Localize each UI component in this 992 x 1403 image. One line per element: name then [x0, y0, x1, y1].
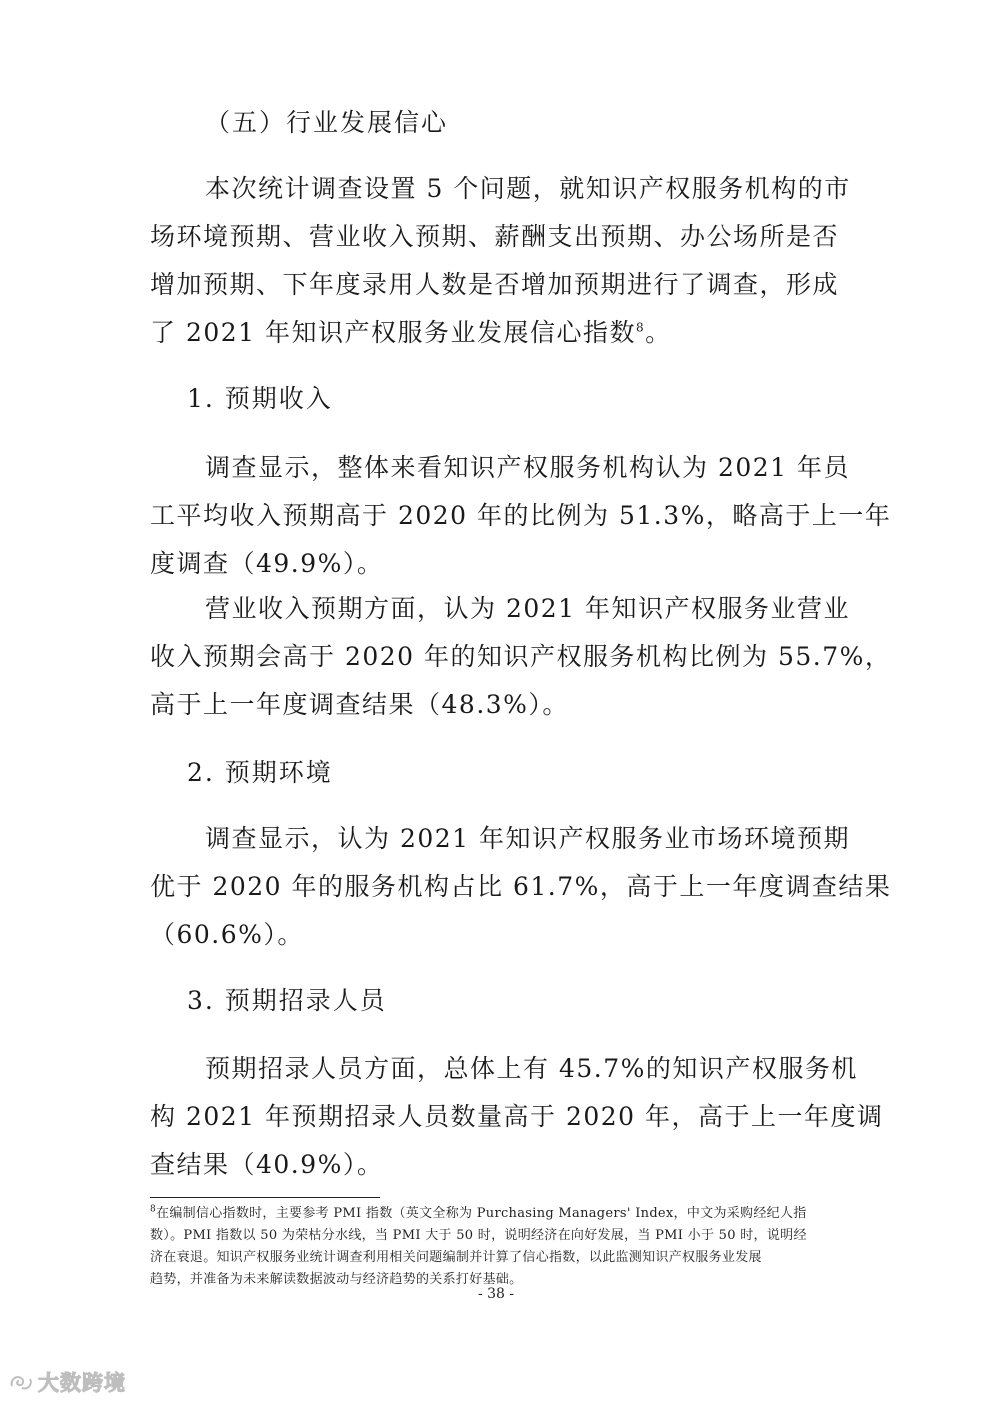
footnote-line-2: 数）。PMI 指数以 50 为荣枯分水线，当 PMI 大于 50 时，说明经济在向好发展，当 PMI 小于 50 时，说明经: [150, 1228, 807, 1243]
hiring-para-line-1: 预期招录人员方面，总体上有 45.7%的知识产权服务机: [205, 1054, 858, 1083]
intro-line-2: 场环境预期、营业收入预期、薪酬支出预期、办公场所是否: [150, 222, 840, 251]
income-para-1-line-3: 度调查（49.9%）。: [150, 549, 384, 578]
intro-line-4-end: 。: [645, 318, 672, 347]
footnote-line-1: [150, 1203, 807, 1225]
footnote-line-3: 济在衰退。知识产权服务业统计调查利用相关问题编制并计算了信心指数，以此监测知识产权服务业发展: [150, 1250, 762, 1265]
footnote-mark: 8: [150, 1204, 157, 1215]
income-para-1-line-1: 调查显示，整体来看知识产权服务机构认为 2021 年员: [205, 453, 851, 482]
intro-line-4-text: 了 2021 年知识产权服务业发展信心指数: [150, 318, 637, 347]
hiring-para-line-2: 构 2021 年预期招录人员数量高于 2020 年，高于上一年度调: [150, 1102, 884, 1131]
subsection-heading-2: 2. 预期环境: [187, 758, 333, 787]
intro-line-1: 本次统计调查设置 5 个问题，就知识产权服务机构的市: [205, 174, 851, 203]
watermark: [8, 1368, 126, 1396]
swirl-logo-icon: [8, 1372, 32, 1392]
intro-line-3: 增加预期、下年度录用人数是否增加预期进行了调查，形成: [150, 270, 840, 299]
footnote-reference: 8: [636, 320, 646, 335]
environment-para-line-1: 调查显示，认为 2021 年知识产权服务业市场环境预期: [205, 824, 851, 853]
hiring-para-line-3: 查结果（40.9%）。: [150, 1150, 384, 1179]
footnote-separator: [150, 1197, 380, 1198]
footnote-line-4: 趋势，并准备为未来解读数据波动与经济趋势的关系打好基础。: [150, 1272, 523, 1287]
section-heading: （五）行业发展信心: [205, 108, 449, 137]
environment-para-line-3: （60.6%）。: [150, 920, 304, 949]
income-para-2-line-3: 高于上一年度调查结果（48.3%）。: [150, 690, 569, 719]
income-para-1-line-2: 工平均收入预期高于 2020 年的比例为 51.3%，略高于上一年: [150, 501, 892, 530]
subsection-heading-1: 1. 预期收入: [187, 384, 333, 413]
subsection-heading-3: 3. 预期招录人员: [187, 986, 387, 1015]
income-para-2-line-2: 收入预期会高于 2020 年的知识产权服务机构比例为 55.7%，: [150, 642, 892, 671]
page-number: - 38 -: [477, 1286, 515, 1302]
intro-line-4: [150, 317, 672, 349]
income-para-2-line-1: 营业收入预期方面，认为 2021 年知识产权服务业营业: [205, 594, 851, 623]
footnote-line-1-text: 在编制信心指数时，主要参考 PMI 指数（英文全称为 Purchasing Managers' Index，中文为采购经纪人指: [156, 1206, 807, 1221]
watermark-text: 大数跨境: [38, 1371, 126, 1395]
environment-para-line-2: 优于 2020 年的服务机构占比 61.7%，高于上一年度调查结果: [150, 872, 892, 901]
